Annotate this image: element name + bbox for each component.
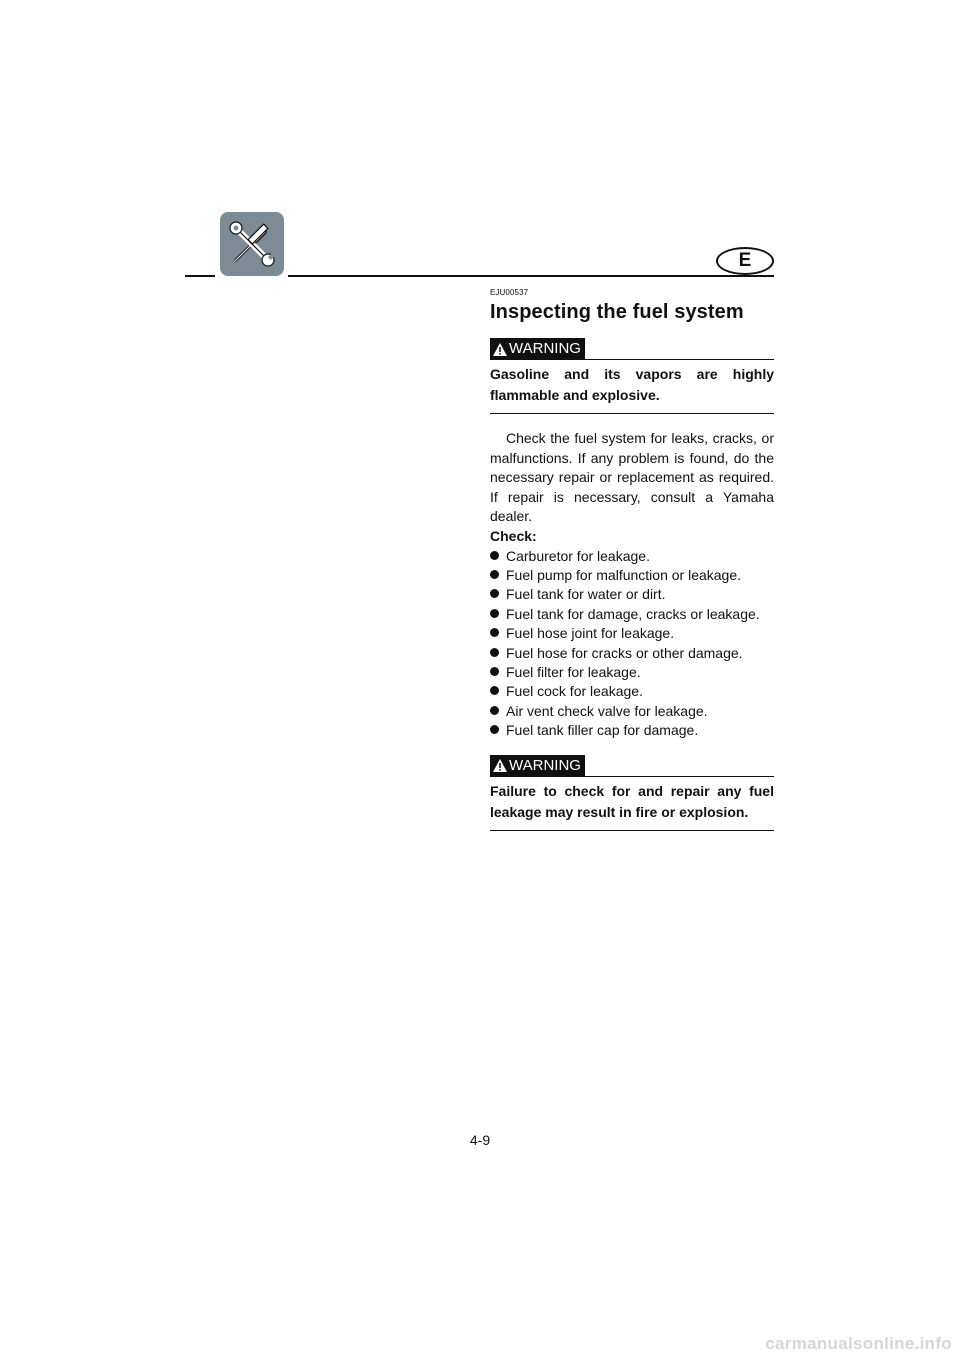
warning-triangle-icon: [492, 342, 508, 357]
watermark: carmanualsonline.info: [765, 1334, 952, 1353]
warning-label-text: WARNING: [509, 340, 581, 357]
warning-text: Failure to check for and repair any fuel leakage may result in fire or explosion.: [490, 781, 774, 831]
list-item: Fuel filter for leakage.: [490, 663, 774, 682]
section-title: Inspecting the fuel system: [490, 301, 744, 323]
content-column: [490, 288, 774, 831]
bullet-icon: [490, 551, 499, 560]
warning-triangle-icon: [492, 758, 508, 773]
list-item: Fuel tank for water or dirt.: [490, 585, 774, 604]
bullet-icon: [490, 628, 499, 637]
check-label: Check:: [490, 527, 537, 544]
bullet-icon: [490, 570, 499, 579]
warning-label-text: WARNING: [509, 756, 581, 774]
body-paragraph: Check the fuel system for leaks, cracks, or malfunctions. If any problem is found, do the necessary repair or replacement as required. If repair is necessary, consult a Yamaha dealer.: [490, 430, 774, 525]
bullet-icon: [490, 648, 499, 657]
list-item: Fuel tank for damage, cracks or leakage.: [490, 605, 774, 624]
check-list: [490, 547, 774, 741]
list-item: Fuel hose for cracks or other damage.: [490, 644, 774, 663]
warning-label: [490, 338, 585, 360]
language-badge: E: [716, 247, 774, 275]
header-rule-left: [185, 275, 215, 277]
warning-header: [490, 338, 774, 360]
bullet-icon: [490, 706, 499, 715]
bullet-icon: [490, 725, 499, 734]
warning-header: [490, 755, 774, 777]
warning-rule: [585, 776, 774, 777]
list-item: Fuel tank filler cap for damage.: [490, 721, 774, 740]
bullet-icon: [490, 609, 499, 618]
bullet-icon: [490, 667, 499, 676]
list-item: Fuel cock for leakage.: [490, 682, 774, 701]
list-item: Carburetor for leakage.: [490, 547, 774, 566]
bullet-icon: [490, 589, 499, 598]
warning-rule: [585, 359, 774, 360]
list-item: Fuel hose joint for leakage.: [490, 624, 774, 643]
list-item: Fuel pump for malfunction or leakage.: [490, 566, 774, 585]
list-item: Air vent check valve for leakage.: [490, 702, 774, 721]
page-number: 4-9: [469, 1132, 491, 1148]
section-code: EJU00537: [490, 288, 529, 297]
header-rule-right: [288, 275, 774, 277]
warning-label: [490, 755, 585, 777]
bullet-icon: [490, 686, 499, 695]
tools-icon: [220, 212, 284, 276]
warning-text: Gasoline and its vapors are highly flammable and explosive.: [490, 364, 774, 414]
